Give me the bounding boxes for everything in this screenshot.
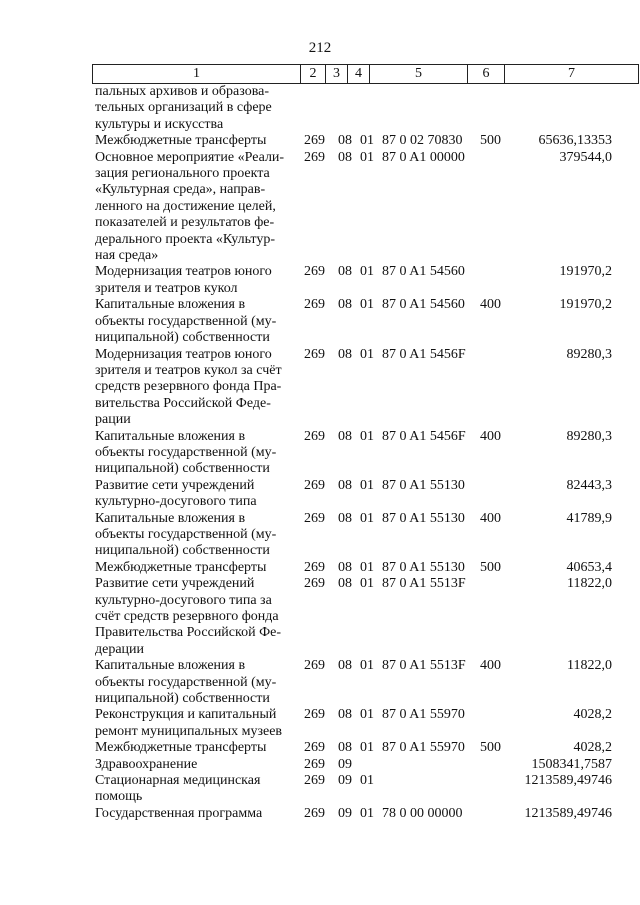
table-row bbox=[0, 429, 640, 478]
description-line: Капитальные вложения в bbox=[95, 658, 246, 674]
target-article-code: 87 0 A1 5513F bbox=[382, 658, 466, 674]
subsection-code: 01 bbox=[360, 346, 374, 362]
expense-type-code: 500 bbox=[480, 740, 501, 756]
table-row bbox=[0, 478, 640, 511]
chapter-code: 269 bbox=[304, 576, 325, 592]
description-line: Межбюджетные трансферты bbox=[95, 740, 267, 756]
amount: 1508341,7587 bbox=[531, 756, 612, 772]
row-description bbox=[95, 297, 298, 346]
subsection-code: 01 bbox=[360, 773, 374, 789]
amount: 191970,2 bbox=[559, 297, 612, 313]
table-row bbox=[0, 757, 640, 773]
target-article-code: 87 0 02 70830 bbox=[382, 133, 463, 149]
column-header-2: 2 bbox=[301, 65, 326, 83]
row-description bbox=[95, 133, 298, 149]
table-row bbox=[0, 806, 640, 822]
subsection-code: 01 bbox=[360, 149, 374, 165]
subsection-code: 01 bbox=[360, 658, 374, 674]
chapter-code: 269 bbox=[304, 428, 325, 444]
subsection-code: 01 bbox=[360, 740, 374, 756]
section-code: 08 bbox=[338, 559, 352, 575]
column-header-4: 4 bbox=[348, 65, 370, 83]
table-row bbox=[0, 576, 640, 658]
table-row bbox=[0, 707, 640, 740]
amount: 379544,0 bbox=[559, 149, 612, 165]
description-line: объекты государственной (му- bbox=[95, 444, 277, 460]
description-line: культурно-досугового типа bbox=[95, 494, 257, 510]
description-line: культуры и искусства bbox=[95, 116, 224, 132]
expense-type-code: 400 bbox=[480, 297, 501, 313]
amount: 1213589,49746 bbox=[524, 805, 612, 821]
description-line: ленного на достижение целей, bbox=[95, 198, 276, 214]
chapter-code: 269 bbox=[304, 740, 325, 756]
section-code: 09 bbox=[338, 773, 352, 789]
target-article-code: 87 0 A1 55970 bbox=[382, 740, 465, 756]
row-description bbox=[95, 806, 298, 822]
chapter-code: 269 bbox=[304, 756, 325, 772]
chapter-code: 269 bbox=[304, 477, 325, 493]
description-line: ная среда» bbox=[95, 248, 159, 264]
description-line: ниципальной) собственности bbox=[95, 691, 270, 707]
page-number: 212 bbox=[308, 40, 332, 56]
table-row bbox=[0, 773, 640, 806]
row-description bbox=[95, 757, 298, 773]
subsection-code: 01 bbox=[360, 576, 374, 592]
target-article-code: 78 0 00 00000 bbox=[382, 805, 463, 821]
description-line: Межбюджетные трансферты bbox=[95, 133, 267, 149]
amount: 4028,2 bbox=[573, 707, 612, 723]
amount: 11822,0 bbox=[567, 658, 612, 674]
section-code: 08 bbox=[338, 707, 352, 723]
table-row bbox=[0, 133, 640, 149]
amount: 11822,0 bbox=[567, 576, 612, 592]
description-line: Капитальные вложения в bbox=[95, 510, 246, 526]
table-row bbox=[0, 560, 640, 576]
section-code: 08 bbox=[338, 133, 352, 149]
target-article-code: 87 0 A1 55130 bbox=[382, 477, 465, 493]
section-code: 08 bbox=[338, 658, 352, 674]
subsection-code: 01 bbox=[360, 559, 374, 575]
expense-type-code: 400 bbox=[480, 510, 501, 526]
description-line: ниципальной) собственности bbox=[95, 543, 270, 559]
chapter-code: 269 bbox=[304, 559, 325, 575]
description-line: Межбюджетные трансферты bbox=[95, 559, 267, 575]
expense-type-code: 500 bbox=[480, 559, 501, 575]
description-line: Здравоохранение bbox=[95, 756, 198, 772]
column-header-3: 3 bbox=[326, 65, 348, 83]
section-code: 08 bbox=[338, 477, 352, 493]
chapter-code: 269 bbox=[304, 773, 325, 789]
amount: 4028,2 bbox=[573, 740, 612, 756]
description-line: Капитальные вложения в bbox=[95, 428, 246, 444]
row-description bbox=[95, 707, 298, 740]
amount: 89280,3 bbox=[566, 346, 612, 362]
description-line: помощь bbox=[95, 789, 143, 805]
description-line: дерального проекта «Культур- bbox=[95, 231, 276, 247]
column-header-7: 7 bbox=[568, 66, 575, 81]
row-description bbox=[95, 740, 298, 756]
target-article-code: 87 0 A1 55130 bbox=[382, 559, 465, 575]
target-article-code: 87 0 A1 55970 bbox=[382, 707, 465, 723]
row-description bbox=[95, 658, 298, 707]
amount: 65636,13353 bbox=[538, 133, 612, 149]
description-line: Основное мероприятие «Реали- bbox=[95, 149, 285, 165]
expense-type-code: 400 bbox=[480, 428, 501, 444]
target-article-code: 87 0 A1 54560 bbox=[382, 264, 465, 280]
section-code: 09 bbox=[338, 805, 352, 821]
expense-type-code: 500 bbox=[480, 133, 501, 149]
description-line: пальных архивов и образова- bbox=[95, 84, 270, 99]
table-row bbox=[0, 84, 640, 133]
chapter-code: 269 bbox=[304, 707, 325, 723]
table-body bbox=[0, 84, 640, 822]
table-row bbox=[0, 511, 640, 560]
row-description bbox=[95, 511, 298, 560]
description-line: Модернизация театров юного bbox=[95, 346, 272, 362]
description-line: средств резервного фонда Пра- bbox=[95, 379, 282, 395]
chapter-code: 269 bbox=[304, 149, 325, 165]
description-line: Реконструкция и капитальный bbox=[95, 707, 277, 723]
subsection-code: 01 bbox=[360, 297, 374, 313]
target-article-code: 87 0 A1 54560 bbox=[382, 297, 465, 313]
section-code: 08 bbox=[338, 297, 352, 313]
description-line: Капитальные вложения в bbox=[95, 297, 246, 313]
table-row bbox=[0, 297, 640, 346]
chapter-code: 269 bbox=[304, 264, 325, 280]
description-line: счёт средств резервного фонда bbox=[95, 609, 279, 624]
table-row bbox=[0, 740, 640, 756]
section-code: 08 bbox=[338, 510, 352, 526]
column-header-5: 5 bbox=[370, 65, 468, 83]
section-code: 08 bbox=[338, 264, 352, 280]
subsection-code: 01 bbox=[360, 428, 374, 444]
description-line: объекты государственной (му- bbox=[95, 313, 277, 329]
description-line: дерации bbox=[95, 641, 145, 657]
description-line: Модернизация театров юного bbox=[95, 264, 272, 280]
section-code: 08 bbox=[338, 346, 352, 362]
description-line: зрителя и театров кукол за счёт bbox=[95, 362, 282, 378]
description-line: зрителя и театров кукол bbox=[95, 280, 238, 296]
table-row bbox=[0, 264, 640, 297]
section-code: 08 bbox=[338, 740, 352, 756]
column-header-1: 1 bbox=[93, 65, 301, 83]
section-code: 08 bbox=[338, 149, 352, 165]
target-article-code: 87 0 A1 5456F bbox=[382, 346, 466, 362]
description-line: культурно-досугового типа за bbox=[95, 592, 272, 608]
amount: 89280,3 bbox=[566, 428, 612, 444]
row-description bbox=[95, 560, 298, 576]
table-header bbox=[92, 64, 639, 84]
target-article-code: 87 0 A1 55130 bbox=[382, 510, 465, 526]
subsection-code: 01 bbox=[360, 133, 374, 149]
target-article-code: 87 0 A1 5513F bbox=[382, 576, 466, 592]
target-article-code: 87 0 A1 00000 bbox=[382, 149, 465, 165]
row-description bbox=[95, 478, 298, 511]
chapter-code: 269 bbox=[304, 658, 325, 674]
section-code: 08 bbox=[338, 576, 352, 592]
description-line: рации bbox=[95, 412, 131, 428]
target-article-code: 87 0 A1 5456F bbox=[382, 428, 466, 444]
description-line: объекты государственной (му- bbox=[95, 674, 277, 690]
description-line: Развитие сети учреждений bbox=[95, 576, 255, 592]
subsection-code: 01 bbox=[360, 264, 374, 280]
description-line: Государственная программа bbox=[95, 805, 263, 821]
row-description bbox=[95, 429, 298, 478]
description-line: ниципальной) собственности bbox=[95, 461, 270, 477]
amount: 40653,4 bbox=[566, 559, 612, 575]
row-description bbox=[95, 773, 298, 806]
description-line: зация регионального проекта bbox=[95, 166, 270, 182]
amount: 82443,3 bbox=[566, 477, 612, 493]
amount: 1213589,49746 bbox=[524, 773, 612, 789]
expense-type-code: 400 bbox=[480, 658, 501, 674]
table-row bbox=[0, 347, 640, 429]
table-row bbox=[0, 150, 640, 265]
chapter-code: 269 bbox=[304, 133, 325, 149]
description-line: Стационарная медицинская bbox=[95, 773, 261, 789]
description-line: тельных организаций в сфере bbox=[95, 100, 272, 116]
description-line: ремонт муниципальных музеев bbox=[95, 723, 283, 739]
description-line: Развитие сети учреждений bbox=[95, 477, 255, 493]
row-description bbox=[95, 264, 298, 297]
description-line: показателей и результатов фе- bbox=[95, 215, 275, 231]
description-line: ниципальной) собственности bbox=[95, 330, 270, 346]
description-line: «Культурная среда», направ- bbox=[95, 182, 266, 198]
chapter-code: 269 bbox=[304, 346, 325, 362]
amount: 41789,9 bbox=[566, 510, 612, 526]
description-line: вительства Российской Феде- bbox=[95, 395, 271, 411]
amount: 191970,2 bbox=[559, 264, 612, 280]
row-description bbox=[95, 347, 298, 429]
section-code: 09 bbox=[338, 756, 352, 772]
subsection-code: 01 bbox=[360, 805, 374, 821]
subsection-code: 01 bbox=[360, 707, 374, 723]
row-description bbox=[95, 150, 298, 265]
section-code: 08 bbox=[338, 428, 352, 444]
row-description bbox=[95, 84, 298, 133]
row-description bbox=[95, 576, 298, 658]
chapter-code: 269 bbox=[304, 805, 325, 821]
chapter-code: 269 bbox=[304, 510, 325, 526]
subsection-code: 01 bbox=[360, 477, 374, 493]
description-line: объекты государственной (му- bbox=[95, 526, 277, 542]
table-row bbox=[0, 658, 640, 707]
subsection-code: 01 bbox=[360, 510, 374, 526]
chapter-code: 269 bbox=[304, 297, 325, 313]
description-line: Правительства Российской Фе- bbox=[95, 625, 282, 641]
column-header-6: 6 bbox=[468, 65, 505, 83]
